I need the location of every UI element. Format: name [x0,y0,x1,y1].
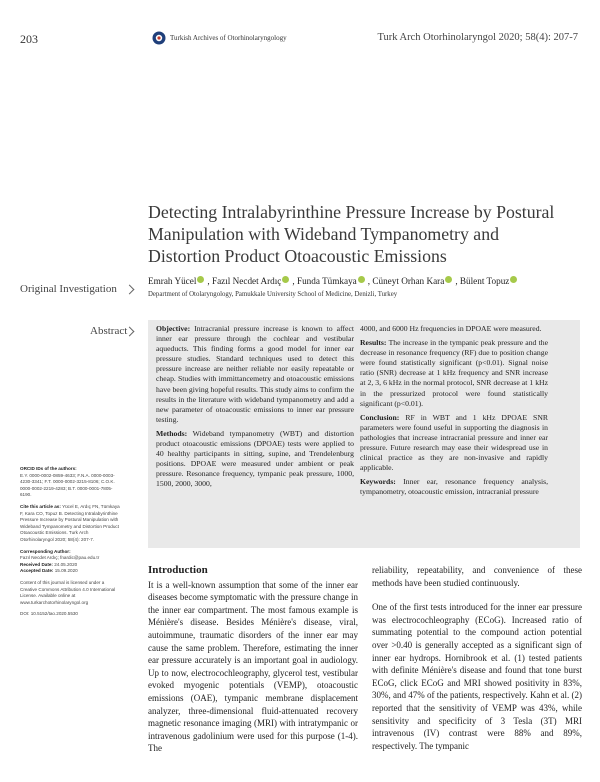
orcid-heading: ORCID IDs of the authors: [20,466,77,471]
cite-heading: Cite this article as: [20,503,61,509]
cite-block [20,504,120,544]
orcid-block [20,466,120,499]
doi-text: DOI: 10.5152/tao.2020.5530 [20,611,78,617]
license-text: Content of this journal is licensed under a Creative Commons Attribution 4.0 International License. Available online at www.turkarchotorhinolaryngol.org [20,579,116,605]
section-label-text: Original Investigation [20,283,117,295]
article-info-sidebar [20,466,120,623]
methods-text: Wideband tympanometry (WBT) and distortion product otoacoustic emissions (DPOAE) tests were applied to 40 healthy participants in sitting, supine, and Trendelenburg positions. DPOAE were measured under ambient or peak pressure. Resonance frequency, tympanic peak pressure, 1000, 1500, 2000, 3000, [156,428,354,489]
author-name: Fazıl Necdet Ardıç [211,276,282,286]
author-name: Funda Tümkaya [296,276,357,286]
abstract-keywords [360,477,548,497]
keywords-heading: Keywords: [360,477,396,487]
cite-text: Yücel E, Ardıç FN, Tümkaya F, Kara CO, Topuz B. Detecting Intralabyrinthine Pressure Increase by Postural Manipulation with Wideband Tympanometry and Distortion Product Otoacoustic Emissions. Turk Arch Otorhinolaryngol 2020; 58(4): 207-7. [20,503,120,542]
body-paragraph: reliability, repeatability, and convenience of these methods have been studied continuously. [372,565,582,588]
author-name: Cüneyt Orhan Kara [372,276,445,286]
author-name: Bülent Topuz [459,276,510,286]
received-date: 24.05.2020 [54,561,78,567]
journal-citation: Turk Arch Otorhinolaryngol 2020; 58(4): 207-7 [377,32,578,43]
body-paragraph: It is a well-known assumption that some of the inner ear diseases become symptomatic with the pressure change in the inner ear compartment. The most famous example is Ménière's disease. Besides Ménière's disease, viral, autoimmune, traumatic disorders of the inner ear may cause the same problem. Therefore, estimating the inner ear pressure accurately is an important goal in audiology. Up to now, electrocochleography, glycerol test, vestibular evoked myogenic potentials (VEMP), otoacoustic emissions (OAE), tympanic membrane displacement analyzer, three-dimensional fluid-attenuated recovery magnetic resonance imaging (MRI) with intratympanic or intravenous gadolinium were used for this purpose (1-4). The [148,579,358,754]
page-number: 203 [20,32,38,46]
orcid-icon[interactable] [358,276,365,283]
correspondence-block [20,549,120,575]
abstract-methods [156,429,354,490]
conclusion-heading: Conclusion: [360,412,400,422]
orcid-text: E.Y. 0000-0002-0859-4633; F.N.A. 0000-0003-4230-3341; F.T. 0000-0002-3215-8106; C.O.K. 0000-0002-2219-4283; B.T. 0000-0001-7805-6190. [20,472,115,498]
conclusion-text: RF in WBT and 1 kHz DPOAE SNR parameters were found useful in supporting the diagnosis in pathologies that increase intracranial pressure and inner ear pressure. Future research may ease their widespread use in clinical practice as they are non-invasive and rapidly applicable. [360,412,549,473]
keywords-text: Inner ear, resonance frequency analysis, tympanometry, otoacoustic emission, intracranial pressure [360,477,549,497]
author-name: Emrah Yücel [148,276,197,286]
author-list: Emrah Yücel , Fazıl Necdet Ardıç , Funda Tümkaya , Cüneyt Orhan Kara , Bülent Topuz [148,276,520,286]
abstract-box [148,320,580,548]
body-column-right [372,564,582,764]
chevron-right-icon [125,285,135,295]
abstract-methods-cont: 4000, and 6000 Hz frequencies in DPOAE were measured. [360,324,542,333]
journal-name: Turkish Archives of Otorhinolaryngology [170,34,287,42]
abstract-column-right [360,324,548,502]
objective-heading: Objective: [156,324,191,333]
body-paragraph: One of the first tests introduced for the inner ear pressure was electrocochleography (ECoG). Increased ratio of summating potential to the compound action potential over >0.40 is generally accepted as a significant sign of inner ear hydrops. Hornibrook et al. (1) tested patients with definite Ménière's disease and found that tone burst ECoG, click ECoG and MRI showed positivity in 83%, 30%, and 47% of the patients, respectively. Kahn et al. (2) reported that the sensitivity of VEMP was 43%, while sensitivity and specificity of 3 Tesla (3T) MRI intravenous (IV) contrast were 88% and 89%, respectively. The tympanic [372,602,582,751]
abstract-objective [156,324,354,425]
abstract-column-left [156,324,354,494]
section-label [20,283,117,295]
results-text: The increase in the tympanic peak pressure and the decrease in resonance frequency (RF) due to position change were found statistically significant (p<0.01). Signal noise ratio (SNR) decrease at 1 kHz frequency and SNR increase at 2, 3, 6 kHz in the normal protocol, SNR decrease at 1 kHz in the pressurized protocol were found statistically significant (p<0.01). [360,338,548,408]
correspondence-heading: Corresponding Author: [20,548,71,554]
article-title: Detecting Intralabyrinthine Pressure Increase by Postural Manipulation with Wideband Tympanometry and Distortion Product Otoacoustic Emissions [148,202,555,266]
abstract-label: Abstract [90,325,128,337]
orcid-icon[interactable] [510,276,517,283]
abstract-conclusion [360,413,548,474]
methods-heading: Methods: [156,428,188,438]
body-column-left [148,564,358,767]
objective-text: Intracranial pressure increase is known to affect inner ear pressure through the cochlear and vestibular aqueducts. This finding forms a good model for inner ear pressure studies. Standard techniques used to detect this pressure increase are neither reliable nor easily repeatable or cheap. Studies with immittancemetry and otoacoustic emissions have been giving hopeful results. This study aims to confirm the results in the literature with wideband tympanometry and add a new parameter of otoacoustic emissions to inner ear pressure testing. [156,324,355,424]
accepted-heading: Accepted Date: [20,568,54,574]
abstract-results [360,338,548,409]
received-heading: Received Date: [20,561,53,567]
orcid-icon[interactable] [282,276,289,283]
orcid-icon[interactable] [445,276,452,283]
accepted-date: 15.09.2020 [54,568,78,574]
journal-logo-icon [152,31,166,45]
orcid-icon[interactable] [197,276,204,283]
results-heading: Results: [360,338,387,348]
correspondence-text: Fazıl Necdet Ardıç; fnardic@pau.edu.tr [20,555,100,561]
introduction-heading: Introduction [148,564,208,576]
affiliation: Department of Otolaryngology, Pamukkale University School of Medicine, Denizli, Turkey [148,291,398,298]
